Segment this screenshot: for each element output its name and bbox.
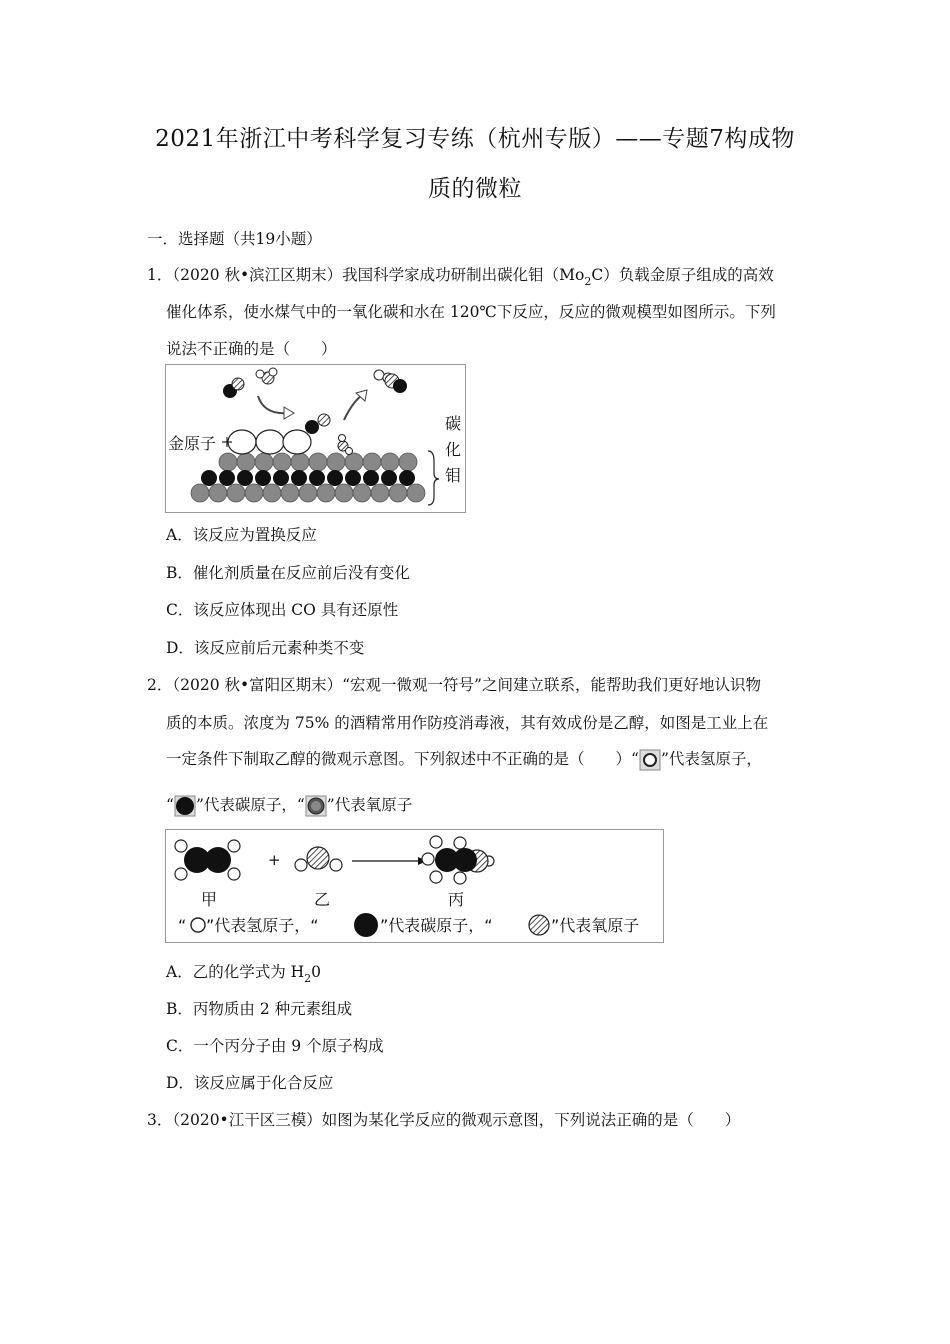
q3-line1: 3．（2020•江干区三模）如图为某化学反应的微观示意图，下列说法正确的是（ ） (147, 1111, 741, 1129)
q2-figure-svg (166, 830, 663, 942)
q2-option-d[interactable]: D．该反应属于化合反应 (166, 1074, 334, 1092)
q2-legend-hydrogen: ”代表氢原子，“ (206, 916, 319, 935)
q1-label-mo3: 钼 (445, 466, 462, 485)
q1-line3: 说法不正确的是（ ） (166, 340, 337, 358)
q2-option-a-subscript: 2 (304, 972, 312, 985)
q2-line3 (166, 747, 762, 771)
document-title-line1: 2021年浙江中考科学复习专练（杭州专版）——专题7构成物 (155, 126, 795, 152)
q1-line2: 催化体系，使水煤气中的一氧化碳和水在 120℃下反应，反应的微观模型如图所示。下列 (166, 303, 776, 321)
q2-line3-text: 一定条件下制取乙醇的微观示意图。下列叙述中不正确的是（ ）“ (166, 750, 639, 768)
oxygen-atom-icon (305, 795, 327, 817)
q2-option-c[interactable]: C．一个丙分子由 9 个原子构成 (166, 1037, 384, 1055)
q2-option-a[interactable] (166, 960, 322, 985)
q1-label-mo2: 化 (445, 440, 462, 459)
q1-line1-tail: C）负载金原子组成的高效 (591, 266, 774, 284)
q1-label-mo1: 碳 (445, 414, 462, 433)
q1-formula-subscript: 2 (584, 275, 592, 288)
q2-line1: 2．（2020 秋•富阳区期末）“宏观一微观一符号”之间建立联系，能帮助我们更好地认识物 (147, 676, 761, 694)
q2-line2: 质的本质。浓度为 75% 的酒精常用作防疫消毒液，其有效成份是乙醇，如图是工业上在 (166, 714, 769, 732)
q2-line4-tail: ”代表氧原子 (326, 796, 413, 814)
carbon-atom-icon (174, 795, 196, 817)
document-title-line2: 质的微粒 (428, 176, 522, 202)
q1-figure-svg (166, 365, 465, 512)
q1-option-c[interactable]: C．该反应体现出 CO 具有还原性 (166, 601, 399, 619)
q2-line4-middle: ”代表碳原子，“ (195, 796, 305, 814)
q2-plus-sign: + (268, 851, 281, 869)
q1-line1 (147, 263, 774, 288)
q2-option-a-tail: 0 (311, 963, 322, 981)
q1-option-d[interactable]: D．该反应前后元素种类不变 (166, 639, 365, 657)
q2-legend-quote-open: “ (178, 916, 187, 935)
q1-label-gold-atom: 金原子 (168, 434, 217, 453)
hydrogen-atom-icon (639, 749, 661, 771)
q2-line4 (166, 793, 412, 817)
q1-line1-text: 1．（2020 秋•滨江区期末）我国科学家成功研制出碳化钼（Mo (147, 266, 585, 284)
q2-legend-carbon: ”代表碳原子，“ (380, 916, 493, 935)
q1-figure-catalyst-model (165, 364, 466, 513)
q2-label-yi: 乙 (314, 890, 331, 909)
q1-option-b[interactable]: B．催化剂质量在反应前后没有变化 (166, 564, 410, 582)
q2-option-b[interactable]: B．丙物质由 2 种元素组成 (166, 1000, 353, 1018)
q2-figure-ethanol-reaction (165, 829, 664, 943)
q2-line3-tail: ”代表氢原子， (660, 750, 762, 768)
q1-option-a[interactable]: A．该反应为置换反应 (166, 526, 317, 544)
q2-option-a-text: A．乙的化学式为 H (166, 963, 305, 981)
q2-legend-hydrogen-icon (191, 918, 205, 932)
q2-line4-open-quote: “ (166, 796, 174, 814)
q2-legend-carbon-icon (354, 913, 378, 937)
q2-legend-oxygen-icon (529, 915, 549, 935)
q2-legend-oxygen: ”代表氧原子 (551, 916, 640, 935)
q2-label-bing: 丙 (448, 890, 465, 909)
q2-label-jia: 甲 (201, 890, 218, 909)
section-heading: 一．选择题（共19小题） (147, 230, 322, 248)
